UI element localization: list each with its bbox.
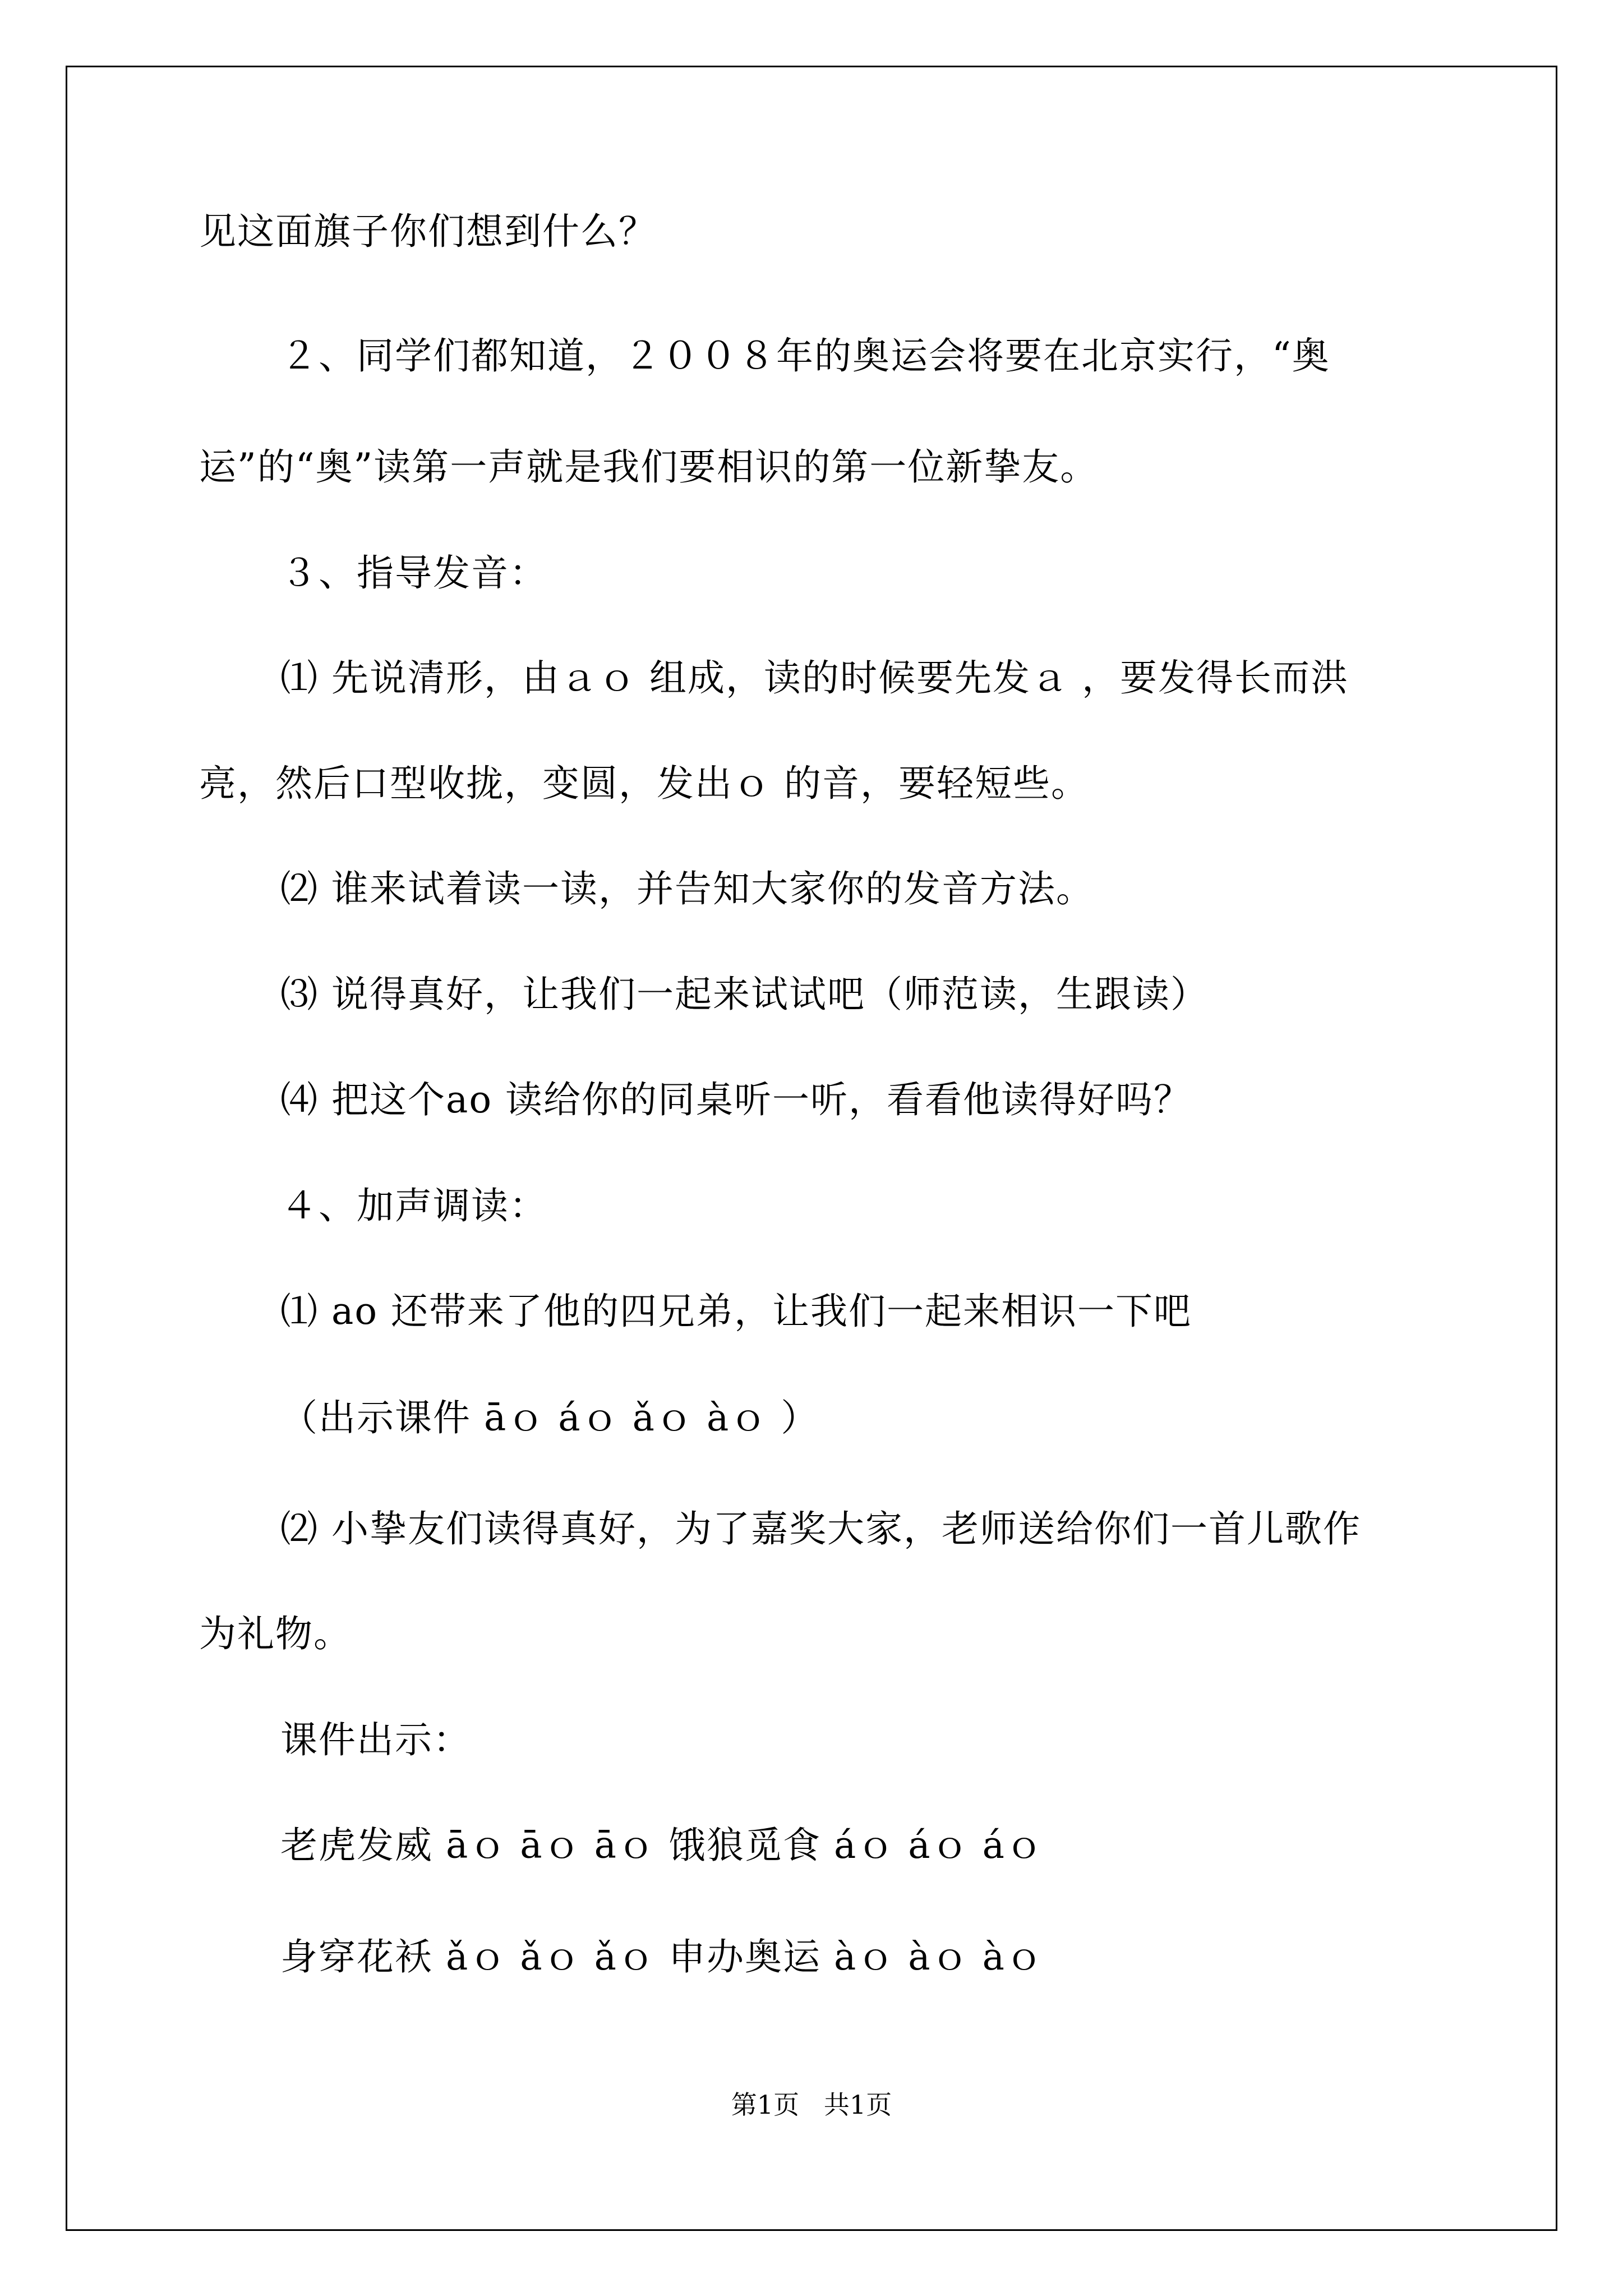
text-line: 身穿花袄 ǎｏ ǎｏ ǎｏ 申办奥运 àｏ àｏ àｏ — [280, 1935, 1044, 1978]
text-line: ⑵ 谁来试着读一读，并告知大家你的发音方法。 — [280, 867, 1094, 910]
text-line: 运”的“奥”读第一声就是我们要相识的第一位新挚友。 — [199, 445, 1099, 489]
text-line: ⑶ 说得真好，让我们一起来试试吧（师范读，生跟读） — [280, 973, 1209, 1016]
text-line: 课件出示： — [280, 1718, 471, 1761]
text-line: （出示课件 āｏ áｏ ǎｏ àｏ ） — [280, 1396, 819, 1439]
text-line: 亮，然后口型收拢，变圆，发出ｏ 的音，要轻短些。 — [199, 762, 1089, 805]
text-line: ⑴ 先说清形，由ａｏ 组成，读的时候要先发ａ ，要发得长而洪 — [280, 656, 1349, 700]
page-border — [66, 66, 1557, 2231]
text-line: 见这面旗子你们想到什么？ — [199, 210, 657, 253]
text-line: ４、加声调读： — [280, 1184, 547, 1227]
text-line: ⑵ 小挚友们读得真好，为了嘉奖大家，老师送给你们一首儿歌作 — [280, 1507, 1361, 1550]
text-line: ３、指导发音： — [280, 551, 547, 595]
text-line: ⑷ 把这个ao 读给你的同桌听一听，看看他读得好吗？ — [280, 1078, 1192, 1121]
text-line: 老虎发威 āｏ āｏ āｏ 饿狼觅食 áｏ áｏ áｏ — [280, 1824, 1044, 1867]
text-line: ⑴ ao 还带来了他的四兄弟，让我们一起来相识一下吧 — [280, 1290, 1192, 1333]
text-line: 为礼物。 — [199, 1612, 352, 1655]
page-number-footer: 第1页 共1页 — [731, 2090, 892, 2120]
text-line: ２、同学们都知道，２００８年的奥运会将要在北京实行，“奥 — [280, 334, 1330, 378]
